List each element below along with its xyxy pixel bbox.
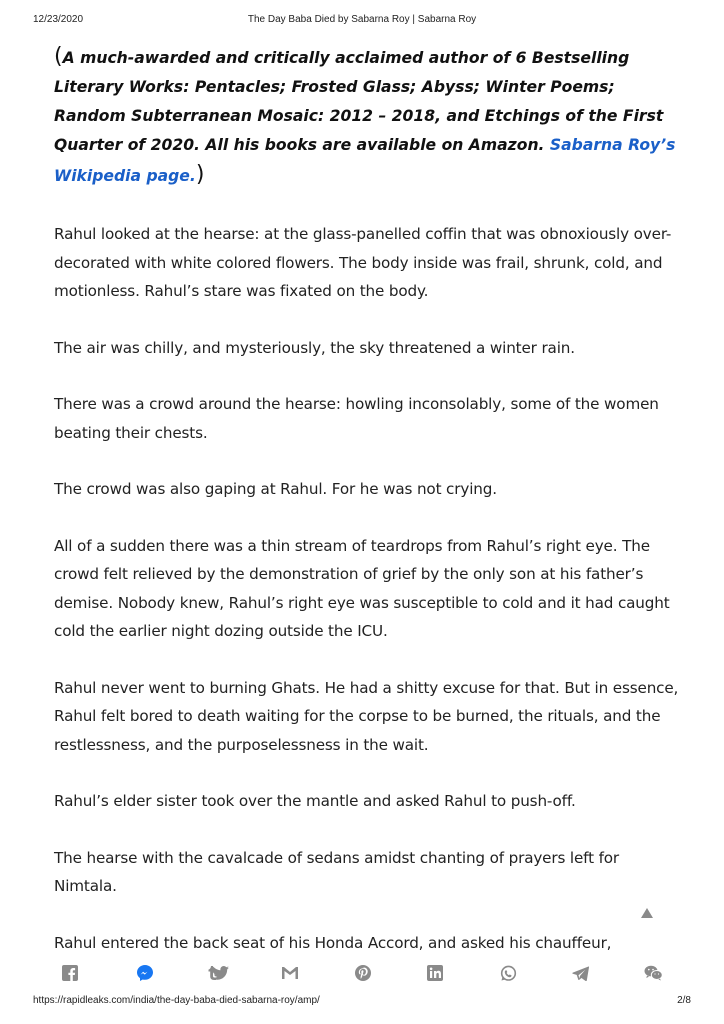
print-date: 12/23/2020	[33, 14, 84, 25]
paragraph-5: All of a sudden there was a thin stream of teardrops from Rahul’s right eye. The crowd felt relieved by the demonstration of grief by the only son at his father’s demise. Nobody knew, Rahul’s right eye was susceptible to cold and it had caught cold the earlier night dozing outside the ICU.	[54, 536, 670, 640]
article-body	[54, 42, 684, 957]
paragraph-6: Rahul never went to burning Ghats. He had a shitty excuse for that. But in essence, Rahul felt bored to death waiting for the corpse to be burned, the rituals, and the restlessness, and the purposelessness in the wait.	[54, 678, 679, 754]
gmail-icon[interactable]	[280, 963, 300, 983]
facebook-icon[interactable]	[60, 963, 80, 983]
page-number: 2/8	[677, 995, 691, 1006]
author-intro	[54, 42, 684, 191]
pinterest-icon[interactable]	[353, 963, 373, 983]
telegram-icon[interactable]	[570, 963, 590, 983]
paragraph-7: Rahul’s elder sister took over the mantle and asked Rahul to push-off.	[54, 792, 576, 810]
paragraph-4: The crowd was also gaping at Rahul. For he was not crying.	[54, 480, 497, 498]
share-bar	[40, 955, 680, 989]
print-title: The Day Baba Died by Sabarna Roy | Sabarna Roy	[247, 14, 477, 25]
paragraph-2: The air was chilly, and mysteriously, the sky threatened a winter rain.	[54, 338, 575, 357]
open-paren: (	[54, 44, 63, 69]
wechat-icon[interactable]	[643, 963, 663, 983]
messenger-icon[interactable]	[135, 963, 155, 983]
twitter-icon[interactable]	[210, 963, 230, 983]
linkedin-icon[interactable]	[425, 963, 445, 983]
scroll-to-top-icon[interactable]	[641, 908, 653, 918]
paragraph-1: Rahul looked at the hearse: at the glass-panelled coffin that was obnoxiously over-decorated with white colored flowers. The body inside was frail, shrunk, cold, and motionless. Rahul’s stare was fixated on the body.	[54, 225, 672, 300]
wikipedia-link[interactable]: Sabarna Roy’s Wikipedia page.	[54, 136, 676, 185]
whatsapp-icon[interactable]	[498, 963, 518, 983]
author-intro-text: A much-awarded and critically acclaimed author of 6 Bestselling Literary Works: Pentacles; Frosted Glass; Abyss; Winter Poems; Random Subterranean Mosaic: 2012 – 2018, and Etchings of the First Quarter of 2020. All his books are available on Amazon.	[54, 49, 664, 154]
paragraph-9: Rahul entered the back seat of his Honda Accord, and asked his chauffeur,	[54, 933, 612, 952]
close-paren: )	[195, 162, 205, 187]
paragraph-3: There was a crowd around the hearse: howling inconsolably, some of the women beating their chests.	[54, 395, 659, 442]
paragraph-8: The hearse with the cavalcade of sedans amidst chanting of prayers left for Nimtala.	[54, 848, 620, 895]
print-url: https://rapidleaks.com/india/the-day-baba-died-sabarna-roy/amp/	[33, 995, 320, 1006]
